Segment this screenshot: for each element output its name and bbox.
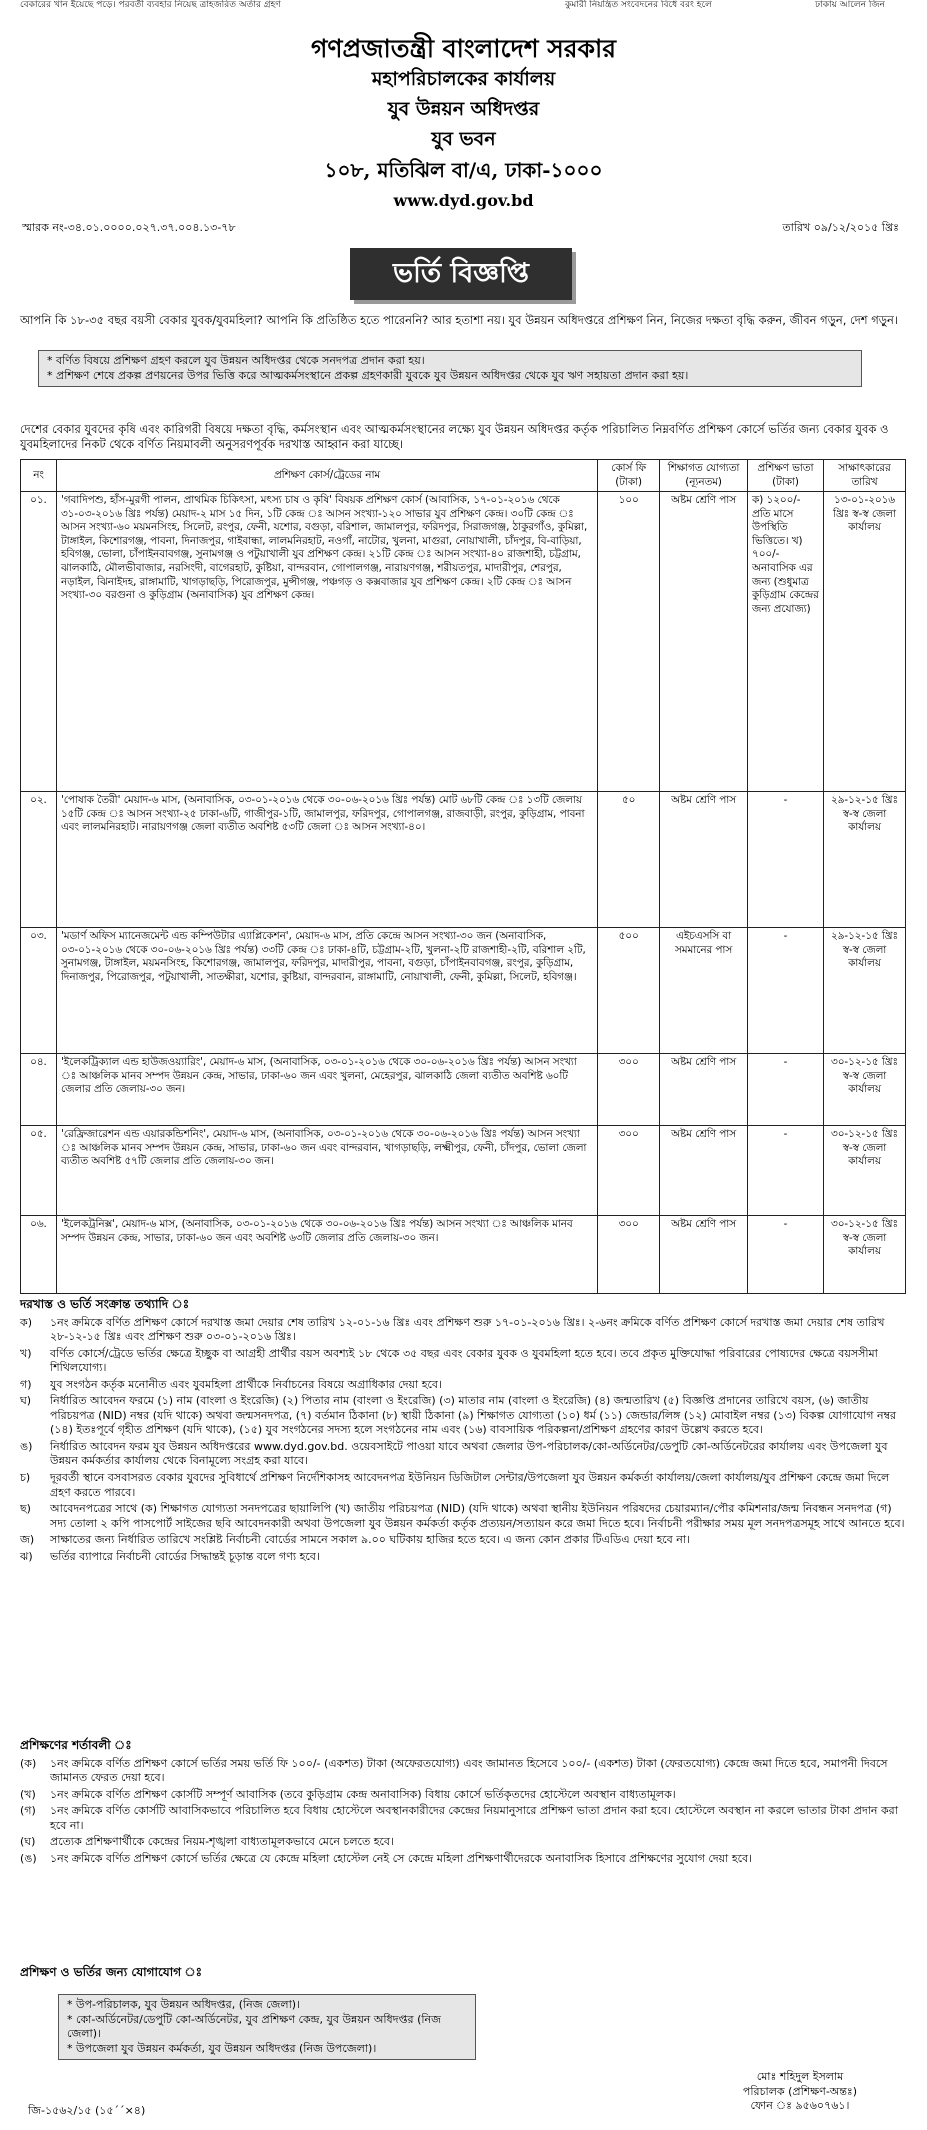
contact-item: * উপজেলা যুব উন্নয়ন কর্মকর্তা, যুব উন্নয়ন অধিদপ্তর (নিজ উপজেলা)। [67,2041,377,2055]
row-allowance: ক) ১২০০/- প্রতি মাসে উপস্থিতি ভিত্তিতে। খ) ৭০০/- অনাবাসিক এর জন্য (শুধুমাত্র কুড়িগ্রাম কেন্দ্রের জন্য প্রযোজ্য) [748,492,824,792]
col-header-course: প্রশিক্ষণ কোর্স/ট্রেডের নাম [56,460,597,492]
row-course: 'পোষাক তৈরী' মেয়াদ-৬ মাস, (অনাবাসিক, ০৩-০১-২০১৬ থেকে ৩০-০৬-২০১৬ খ্রিঃ পর্যন্ত) মোট ৬৮টি কেন্দ্র ঃ ১৩টি জেলায় ১৫টি কেন্দ্র ঃ আসন সংখ্যা-২৫ ঢাকা-৬টি, গাজীপুর-১টি, জামালপুর, ফরিদপুর, গোপালগঞ্জ, রাজবাড়ী, রংপুর, কুড়িগ্রাম, পাবনা এবং লালমনিরহাট। নারায়ণগঞ্জ জেলা ব্যতীত অবশিষ্ট ৫৩টি জেলা ঃ আসন সংখ্যা-৪০। [56,792,597,928]
application-call-text: দেশের বেকার যুবদের কৃষি এবং কারিগরী বিষয়ে দক্ষতা বৃদ্ধি, কর্মসংস্থান এবং আত্মকর্মসংস্থানের লক্ষ্যে যুব উন্নয়ন অধিদপ্তর কর্তৃক পরিচালিত নিম্নবর্ণিত প্রশিক্ষণ কোর্সে ভর্তির জন্য বেকার যুবক ও যুবমহিলাদের নিকট থেকে বর্ণিত নিয়মাবলী অনুসরণপূর্বক দরখাস্ত আহ্বান করা যাচ্ছে। [20,422,889,452]
row-fee: ১০০ [598,492,660,792]
certificate-notice-box [38,350,862,387]
item-text: বর্ণিত কোর্সে/ট্রেডে ভর্তির ক্ষেত্রে ইচ্ছুক বা আগ্রহী প্রার্থীর বয়স অবশ্যই ১৮ থেকে ৩৫ বছর এবং বেকার যুবক ও যুবমহিলা হতে হবে। তবে প্রকৃত মুক্তিযোদ্ধা পরিবারের পোষ্যদের ক্ষেত্রে বয়সসীমা শিথিলযোগ্য। [50,1346,878,1375]
row-fee: ৩০০ [598,1216,660,1294]
notice-line: * বর্ণিত বিষয়ে প্রশিক্ষণ গ্রহণ করলে যুব উন্নয়ন অধিদপ্তর থেকে সনদপত্র প্রদান করা হয়। [47,354,425,367]
memo-number: স্মারক নং-৩৪.০১.০০০০.০২৭.৩৭.০০৪.১৩-৭৮ [22,221,236,234]
list-item [20,1394,910,1438]
row-fee: ৫০০ [598,928,660,1054]
item-text: ১নং ক্রমিকে বর্ণিত প্রশিক্ষণ কোর্সে ভর্তির ক্ষেত্রে যে কেন্দ্রে মহিলা হোস্টেল নেই সে কেন্দ্রে মহিলা প্রশিক্ষণার্থীদেরকে অনাবাসিক হিসাবে প্রশিক্ষণের সুযোগ দেয়া হবে। [50,1851,753,1865]
header-government: গণপ্রজাতন্ত্রী বাংলাদেশ সরকার [311,34,616,63]
item-key: খ) [20,1346,32,1360]
item-text: নির্ধারিত আবেদন ফরমে (১) নাম (বাংলা ও ইংরেজি) (২) পিতার নাম (বাংলা ও ইংরেজি) (৩) মাতার নাম (বাংলা ও ইংরেজি) (৪) জন্মতারিখ (৫) বিজ্ঞপ্তি প্রদানের তারিখে বয়স, (৬) জাতীয় পরিচয়পত্র (NID) নম্বর (যদি থাকে) অথবা জন্মসনদপত্র, (৭) বর্তমান ঠিকানা (৮) স্থায়ী ঠিকানা (৯) শিক্ষাগত যোগ্যতা (১০) ধর্ম (১১) জেন্ডার/লিঙ্গ (১২) মোবাইল নম্বর (১৩) বিকল্প যোগাযোগ নম্বর (১৪) ইতঃপূর্বে গৃহীত প্রশিক্ষণ (যদি থাকে), (১৫) যুব সংগঠনের সদস্য হলে সংগঠনের নাম এবং (১৬) বাবসায়িক পরিকল্পনা/প্রশিক্ষণ গ্রহণের কারণ উল্লেখ করতে হবে। [50,1394,897,1437]
list-item [20,1788,910,1803]
col-header-allowance: প্রশিক্ষণ ভাতা (টাকা) [748,460,824,492]
item-text: ১নং ক্রমিকে বর্ণিত কোর্সটি আবাসিকভাবে পরিচালিত হবে বিধায় হোস্টেলে অবস্থানকারীদের কেন্দ্রের নিয়মানুসারে প্রশিক্ষণ ভাতা প্রদান করা হবে। হোস্টেলে অবস্থান না করলে ভাতার টাকা প্রদান করা হবে না। [50,1804,898,1832]
item-text: সাক্ষাতের জন্য নির্ধারিত তারিখে সংশ্লিষ্ট নির্বাচনী বোর্ডের সামনে সকাল ৯.০০ ঘটিকায় হাজির হতে হবে। এ জন্য কোন প্রকার টিএডিএ দেয়া হবে না। [50,1533,690,1547]
list-item [20,1471,910,1500]
row-allowance: - [748,1126,824,1216]
list-item [20,1757,910,1786]
intro-text: আপনি কি ১৮-৩৫ বছর বয়সী বেকার যুবক/যুবমহিলা? আপনি কি প্রতিষ্ঠিত হতে পারেননি? আর হতাশা নয়। যুব উন্নয়ন অধিদপ্তরে প্রশিক্ষণ নিন, নিজের দক্ষতা বৃদ্ধি করুন, জীবন গড়ুন, দেশ গড়ুন। [20,313,898,327]
top-cut-text-middle: কুমারী নিয়ন্ত্রিত সংবেদনের বিধে বরং হলে [565,0,712,10]
contact-item: * কো-অর্ডিনেটর/ডেপুটি কো-অর্ডিনেটর, যুব প্রশিক্ষণ কেন্দ্র, যুব উন্নয়ন অধিদপ্তর (নিজ জেলা)। [67,2012,441,2041]
training-terms-title: প্রশিক্ষণের শর্তাবলী ঃ [20,1738,132,1752]
row-education: অষ্টম শ্রেণি পাস [660,1054,748,1126]
row-education: অষ্টম শ্রেণি পাস [660,1126,748,1216]
table-row [21,1126,906,1216]
item-key: জ) [20,1533,35,1547]
row-education: অষ্টম শ্রেণি পাস [660,792,748,928]
item-key: (ঙ) [20,1851,37,1865]
list-item [20,1347,910,1376]
col-header-no: নং [21,460,57,492]
item-text: আবেদনপত্রের সাথে (ক) শিক্ষাগত যোগ্যতা সনদপত্রের ছায়ালিপি (খ) জাতীয় পরিচয়পত্র (NID) (যদি থাকে) অথবা স্থানীয় ইউনিয়ন পরিষদের চেয়ারম্যান/পৌর কমিশনার/জন্ম নিবন্ধন সনদপত্র (গ) সদ্য তোলা ২ কপি পাসপোর্ট সাইজের ছবি আবেদনকারী অথবা উপজেলা যুব উন্নয়ন কর্মকর্তা কর্তৃক প্রত্যয়ন/সত্যায়ন করে জমা দিতে হবে। নির্বাচনী পরীক্ষার সময় মূল সনদপত্রসমূহ সাথে আনতে হবে। [50,1502,905,1530]
row-education: অষ্টম শ্রেণি পাস [660,1216,748,1294]
notice-date: তারিখ ০৯/১২/২০১৫ খ্রিঃ [782,221,899,234]
course-table [20,459,906,1294]
row-education: এইচএসসি বা সমমানের পাস [660,928,748,1054]
row-fee: ৩০০ [598,1126,660,1216]
table-header-row [21,460,906,492]
row-course: 'ইলেকট্রিক্যাল এন্ড হাউজওয়্যারিং', মেয়াদ-৬ মাস, (অনাবাসিক, ০৩-০১-২০১৬ থেকে ৩০-০৬-২০১৬ খ্রিঃ পর্যন্ত) আসন সংখ্যা ঃ আঞ্চলিক মানব সম্পদ উন্নয়ন কেন্দ্র, সাভার, ঢাকা-৬০ জন এবং খুলনা, মেহেরপুর, ঝালকাঠি জেলা ব্যতীত অবশিষ্ট ৬০টি জেলার প্রতি জেলায়-৩০ জন। [56,1054,597,1126]
signature-block [690,2070,910,2114]
row-no: ০৫. [21,1126,57,1216]
list-item [20,1378,910,1393]
list-item [20,1440,910,1469]
list-item [20,1804,910,1833]
row-interview-date: ৩০-১২-১৫ খ্রিঃ স্ব-স্ব জেলা কার্যালয় [824,1126,906,1216]
header-department: যুব উন্নয়ন অধিদপ্তর [387,98,540,120]
row-course: 'মডার্ণ অফিস ম্যানেজমেন্ট এন্ড কম্পিউটার এ্যাপ্লিকেশন', মেয়াদ-৬ মাস, প্রতি কেন্দ্রে আসন সংখ্যা-৩০ জন (অনাবাসিক, ০৩-০১-২০১৬ থেকে ৩০-০৬-২০১৬ খ্রিঃ পর্যন্ত) ৩৩টি কেন্দ্র ঃ ঢাকা-৪টি, চট্টগ্রাম-২টি, খুলনা-২টি রাজশাহী-২টি, বরিশাল ২টি, সুনামগঞ্জ, টাঙ্গাইল, ময়মনসিংহ, কিশোরগঞ্জ, জামালপুর, ফরিদপুর, মাদারীপুর, পাবনা, বগুড়া, চাঁপাইনবাবগঞ্জ, রংপুর, কুড়িগ্রাম, দিনাজপুর, পিরোজপুর, পটুয়াখালী, সাতক্ষীরা, যশোর, কুষ্টিয়া, বান্দরবান, রাঙ্গামাটি, নোয়াখালী, ফেনী, কুমিল্লা, সিলেট, হবিগঞ্জ। [56,928,597,1054]
item-key: (ঘ) [20,1835,36,1849]
contact-title: প্রশিক্ষণ ও ভর্তির জন্য যোগাযোগ ঃ [20,1965,203,1979]
item-text: প্রত্যেক প্রশিক্ষণার্থীকে কেন্দ্রের নিয়ম-শৃঙ্খলা বাধ্যতামূলকভাবে মেনে চলতে হবে। [50,1835,394,1849]
col-header-education: শিক্ষাগত যোগ্যতা (ন্যূনতম) [660,460,748,492]
table-row [21,1054,906,1126]
signatory-phone: ফোন ঃ ৯৫৬০৭৬১। [750,2099,850,2113]
item-key: গ) [20,1377,32,1391]
list-item [20,1533,910,1548]
signatory-name: মোঃ শহিদুল ইসলাম [756,2070,844,2083]
row-allowance: - [748,1216,824,1294]
list-item [20,1316,910,1345]
list-item [20,1502,910,1531]
table-row [21,928,906,1054]
item-text: ১নং ক্রমিকে বর্ণিত প্রশিক্ষণ কোর্সে ভর্তির সময় ভর্তি ফি ১০০/- (একশত) টাকা (অফেরতযোগ্য) এবং জামানত হিসেবে ১০০/- (একশত) টাকা (ফেরতযোগ্য) কেন্দ্রে জমা দিতে হবে, সমাপনী দিবসে জামানত ফেরত দেয়া হবে। [50,1756,888,1785]
col-header-fee: কোর্স ফি (টাকা) [598,460,660,492]
row-course: 'ইলেকট্রনিক্স', মেয়াদ-৬ মাস, (অনাবাসিক, ০৩-০১-২০১৬ থেকে ৩০-০৬-২০১৬ খ্রিঃ পর্যন্ত) আসন সংখ্যা ঃ আঞ্চলিক মানব সম্পদ উন্নয়ন কেন্দ্র, সাভার, ঢাকা-৬০ জন এবং অবশিষ্ট ৬৩টি জেলার প্রতি জেলায়-৩০ জন। [56,1216,597,1294]
item-key: ঘ) [20,1394,32,1408]
contact-box [58,1994,476,2060]
row-interview-date: ৩০-১২-১৫ খ্রিঃ স্ব-স্ব জেলা কার্যালয় [824,1054,906,1126]
row-education: অষ্টম শ্রেণি পাস [660,492,748,792]
list-item [20,1852,910,1867]
item-key: ঝ) [20,1549,33,1563]
item-text: দূরবর্তী স্থানে বসবাসরত বেকার যুবদের সুবিধার্থে প্রশিক্ষণ নির্দেশিকাসহ আবেদনপত্র ইউনিয়ন ডিজিটাল সেন্টার/উপজেলা যুব উন্নয়ন কর্মকর্তা কার্যালয়/জেলা কার্যালয়/যুব প্রশিক্ষণ কেন্দ্রে জমা দিলে গ্রহণ করতে পারবে। [50,1470,890,1499]
header-website: www.dyd.gov.bd [393,191,534,210]
item-text: ১নং ক্রমিকে বর্ণিত প্রশিক্ষণ কোর্সটি সম্পূর্ণ আবাসিক (তবে কুড়িগ্রাম কেন্দ্র অনাবাসিক) বিধায় কোর্সে ভর্তিকৃতদের হোস্টেলে অবস্থান বাধ্যতামূলক। [50,1787,676,1801]
item-key: ছ) [20,1502,31,1516]
row-allowance: - [748,928,824,1054]
table-row [21,792,906,928]
training-terms-section [20,1738,910,1868]
row-course: 'রেফ্রিজারেশন এন্ড এয়ারকন্ডিশনিং', মেয়াদ-৬ মাস, (অনাবাসিক, ০৩-০১-২০১৬ থেকে ৩০-০৬-২০১৬ খ্রিঃ পর্যন্ত) আসন সংখ্যা ঃ আঞ্চলিক মানব সম্পদ উন্নয়ন কেন্দ্র, সাভার, ঢাকা-৬০ জন এবং বান্দরবান, খাগড়াছড়ি, লক্ষ্মীপুর, ফেনী, চাঁদপুর, ভোলা জেলা ব্যতীত অবশিষ্ট ৫৭টি জেলার প্রতি জেলায়-৩০ জন। [56,1126,597,1216]
header-address: ১০৮, মতিঝিল বা/এ, ঢাকা-১০০০ [324,158,603,182]
item-text: যুব সংগঠন কর্তৃক মনোনীত এবং যুবমহিলা প্রার্থীকে নির্বাচনের বিষয়ে অগ্রাধিকার দেয়া হবে। [50,1377,442,1391]
contact-section [20,1965,910,1984]
list-item [20,1550,910,1565]
row-interview-date: ১৩-০১-২০১৬ খ্রিঃ স্ব-স্ব জেলা কার্যালয় [824,492,906,792]
table-row [21,1216,906,1294]
signatory-title: পরিচালক (প্রশিক্ষণ-অন্তঃ) [742,2084,858,2098]
item-key: (গ) [20,1804,36,1818]
row-interview-date: ২৯-১২-১৫ খ্রিঃ স্ব-স্ব জেলা কার্যালয় [824,792,906,928]
row-allowance: - [748,1054,824,1126]
item-text: নির্ধারিত আবেদন ফরম যুব উন্নয়ন অধিদপ্তরের www.dyd.gov.bd. ওয়েবসাইটে পাওয়া যাবে অথবা জেলার উপ-পরিচালক/কো-অর্ডিনেটর/ডেপুটি কো-অর্ডিনেটরের কার্যালয় এবং উপজেলা যুব উন্নয়ন কর্মকর্তার কার্যালয় থেকে বিনামূল্যে সংগ্রহ করা যাবে। [50,1439,888,1468]
admission-notice-banner: ভর্তি বিজ্ঞপ্তি [350,248,572,300]
row-no: ০৪. [21,1054,57,1126]
row-no: ০২. [21,792,57,928]
top-cut-text-right: ঢাকায় আলেন জিন [815,0,885,10]
header-office: মহাপরিচালকের কার্যালয় [371,68,556,90]
item-text: ১নং ক্রমিকে বর্ণিত প্রশিক্ষণ কোর্সে দরখাস্ত জমা দেয়ার শেষ তারিখ ১২-০১-১৬ খ্রিঃ এবং প্রশিক্ষণ শুরু ১৭-০১-২০১৬ খ্রিঃ। ২-৬নং ক্রমিকে বর্ণিত প্রশিক্ষণ কোর্সে দরখাস্ত জমা দেয়ার শেষ তারিখ ২৮-১২-১৫ খ্রিঃ এবং প্রশিক্ষণ শুরু ০৩-০১-২০১৬ খ্রিঃ। [50,1315,885,1344]
item-key: ক) [20,1315,32,1329]
header-building: যুব ভবন [431,128,496,150]
row-no: ০৩. [21,928,57,1054]
row-course: 'গবাদিপশু, হাঁস-মুরগী পালন, প্রাথমিক চিকিৎসা, মৎস্য চাষ ও কৃষি' বিষয়ক প্রশিক্ষণ কোর্স (আবাসিক, ১৭-০১-২০১৬ থেকে ৩১-০৩-২০১৬ খ্রিঃ পর্যন্ত) মেয়াদ-২ মাস ১৫ দিন, ১টি কেন্দ্র ঃ আসন সংখ্যা-১২০ সাভার যুব প্রশিক্ষণ কেন্দ্র। ৩০টি কেন্দ্র ঃ আসন সংখ্যা-৬০ ময়মনসিংহ, সিলেট, রংপুর, ফেনী, যশোর, বগুড়া, বরিশাল, জামালপুর, ফরিদপুর, সিরাজগঞ্জ, ঠাকুরগাঁও, কুমিল্লা, টাঙ্গাইল, কিশোরগঞ্জ, পাবনা, দিনাজপুর, গাইবান্ধা, লালমনিরহাট, নওগাঁ, নাটোর, খুলনা, মাগুরা, নোয়াখালী, চাঁদপুর, বি-বাড়িয়া, হবিগঞ্জ, ভোলা, চাঁপাইনবাবগঞ্জ, সুনামগঞ্জ ও পটুয়াখালী যুব প্রশিক্ষণ কেন্দ্র। ২১টি কেন্দ্র ঃ আসন সংখ্যা-৪০ রাজশাহী, চট্টগ্রাম, ঝালকাঠি, মৌলভীবাজার, নরসিংদী, বাগেরহাট, কুষ্টিয়া, বান্দরবান, গোপালগঞ্জ, নারায়ণগঞ্জ, শরীয়তপুর, মাদারীপুর, শেরপুর, নড়াইল, ঝিনাইদহ, রাঙ্গামাটি, খাগড়াছড়ি, পিরোজপুর, মুন্সীগঞ্জ, পঞ্চগড় ও কক্সবাজার যুব প্রশিক্ষণ কেন্দ্র। ২টি কেন্দ্র ঃ আসন সংখ্যা-৩০ বরগুনা ও কুড়িগ্রাম (অনাবাসিক) যুব প্রশিক্ষণ কেন্দ্র। [56,492,597,792]
top-cut-text-left: বেকারের খান ইয়েছে পড়ে। পরবর্তী ব্যবহার নিয়েছ ত্রাহজরিত অর্তার গ্রহণ [20,0,281,10]
col-header-interview-date: সাক্ষাৎকারের তারিখ [824,460,906,492]
application-info-section [20,1297,910,1566]
list-item [20,1835,910,1850]
row-interview-date: ৩০-১২-১৫ খ্রিঃ স্ব-স্ব জেলা কার্যালয় [824,1216,906,1294]
item-key: ঙ) [20,1439,33,1453]
notice-line: * প্রশিক্ষণ শেষে প্রকল্প প্রণয়নের উপর ভিত্তি করে আত্মকর্মসংস্থানে প্রকল্প গ্রহণকারী যুবকে যুব উন্নয়ন অধিদপ্তর থেকে যুব ঋণ সহায়তা প্রদান করা হয়। [47,368,689,382]
application-info-title: দরখাস্ত ও ভর্তি সংক্রান্ত তথ্যাদি ঃ [20,1297,190,1311]
item-key: (খ) [20,1787,36,1801]
row-interview-date: ২৯-১২-১৫ খ্রিঃ স্ব-স্ব জেলা কার্যালয় [824,928,906,1054]
table-row [21,492,906,792]
publication-ref: জি-১৫৬২/১৫ (১৫´´×৪) [28,2104,146,2117]
row-no: ০৬. [21,1216,57,1294]
row-no: ০১. [21,492,57,792]
item-text: ভর্তির ব্যাপারে নির্বাচনী বোর্ডের সিদ্ধান্তই চূড়ান্ত বলে গণ্য হবে। [50,1549,320,1563]
row-fee: ৫০ [598,792,660,928]
item-key: চ) [20,1470,31,1484]
row-fee: ৩০০ [598,1054,660,1126]
item-key: (ক) [20,1756,37,1770]
contact-item: * উপ-পরিচালক, যুব উন্নয়ন অধিদপ্তর, (নিজ জেলা)। [67,1998,300,2011]
row-allowance: - [748,792,824,928]
